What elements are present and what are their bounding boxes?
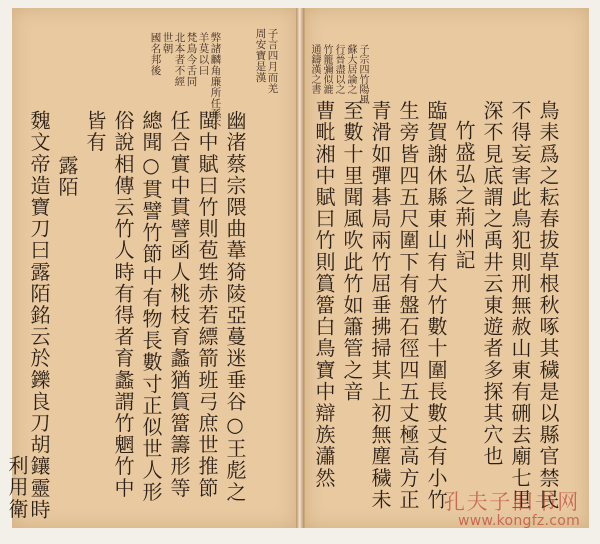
right-column-3: 深不見底謂之禹井云東遊者多探其穴也 <box>480 100 504 468</box>
left-column-9: 利用衛 <box>5 455 29 520</box>
right-annotation-3: 行晉盡以之 <box>333 44 344 94</box>
left-column-2: 閩中賦曰竹則苞甡赤若縹箭班弓庶世推節 <box>195 110 219 499</box>
left-annotation-6: 北本者不經 <box>173 32 186 87</box>
left-annotation-5: 梵鳥今舌同 <box>185 32 198 87</box>
left-annotation-4: 羊莫以曰 <box>197 32 210 76</box>
right-column-6: 生旁皆四五尺圍下有盤石徑四五丈極高方正 <box>396 100 420 511</box>
left-annotation-8: 國名邦後 <box>149 32 162 76</box>
right-column-2: 不得妄害此鳥犯則刑無赦山東有硎去廟七里 <box>508 100 532 511</box>
right-annotation-2: 蘇大居論之 <box>345 44 356 94</box>
left-column-6: 皆有 <box>83 110 107 154</box>
right-annotation-4: 竹籠彌似漉 <box>321 44 332 94</box>
left-annotation-2: 周安寶是漢 <box>254 28 267 83</box>
left-annotation-3: 弊諸麟角廉所任孫不 <box>209 32 222 131</box>
right-annotation-5: 通鑄漢之書 <box>309 44 320 94</box>
left-annotation-1: 子言四月而羌 <box>266 28 279 94</box>
right-column-7: 青滑如彈碁局兩竹屈垂拂掃其上初無塵穢未 <box>368 100 392 511</box>
left-column-5: 俗說相傳云竹人時有得者育蠡謂竹魍竹中 <box>111 110 135 499</box>
left-column-8: 魏文帝造寶刀曰露陌銘云於鑠良刀胡鑲靈時 <box>27 110 51 521</box>
watermark-site-name: 孔夫子旧书网 <box>443 489 580 514</box>
watermark-url: www.kongfz.com <box>458 513 580 530</box>
right-column-1: 鳥耒爲之耘春拔草根秋啄其穢是以縣官禁民 <box>536 100 560 511</box>
left-column-3: 任合實中貫譬函人桃枝育蠡猶篔簹籌形等 <box>167 110 191 499</box>
left-column-1: 幽渚蔡宗隈曲葦猗陵亞蔓迷垂谷○王彪之 <box>223 110 247 503</box>
right-annotation-1: 子宗四竹陽風 <box>357 44 368 104</box>
left-annotation-7: 世朝 <box>161 32 174 54</box>
watermark <box>444 491 580 530</box>
book-gutter <box>296 8 304 528</box>
right-column-9: 曹毗湘中賦曰竹則篔簹白鳥寶中辯族瀟然 <box>312 100 336 489</box>
right-column-5: 臨賀謝休縣東山有大竹數十圍長數丈有小竹 <box>424 100 448 511</box>
left-column-7: 露陌 <box>55 155 79 199</box>
left-column-4: 總聞○貫譬竹節中有物長數寸正似世人形 <box>139 110 163 503</box>
right-column-4: 竹盛弘之荊州記 <box>452 120 476 272</box>
right-column-8: 至數十里聞風吹此竹如簫管之音 <box>340 100 364 403</box>
